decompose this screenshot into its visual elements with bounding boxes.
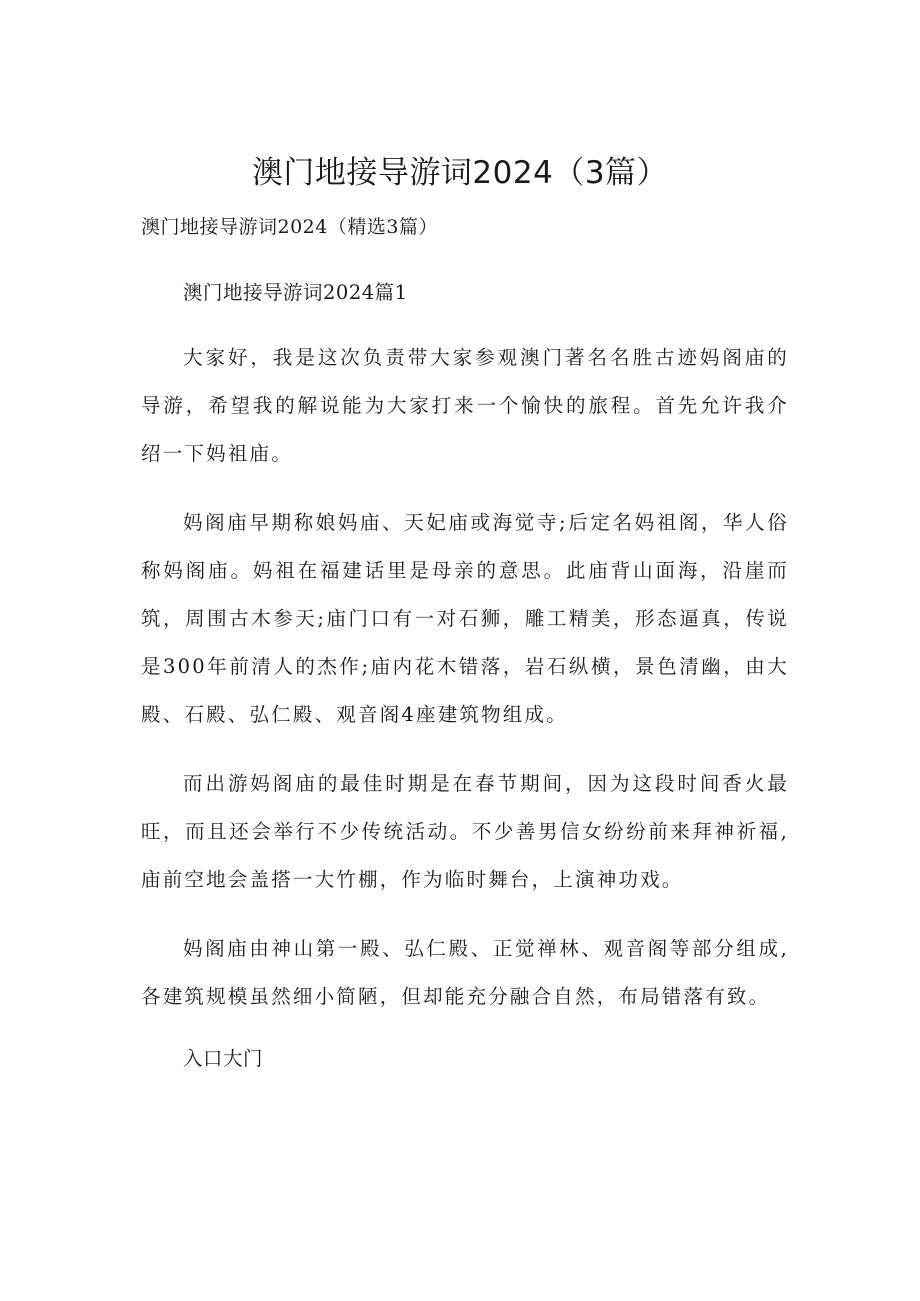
paragraph-temple-history: 妈阁庙早期称娘妈庙、天妃庙或海觉寺;后定名妈祖阁，华人俗称妈阁庙。妈祖在福建话里是母亲的意思。此庙背山面海，沿崖而筑，周围古木参天;庙门口有一对石狮，雕工精美，形态逼真，传说是300年前清人的杰作;庙内花木错落，岩石纵横，景色清幽，由大殿、石殿、弘仁殿、观音阁4座建筑物组成。 [141,511,789,726]
paragraph-greeting: 大家好，我是这次负责带大家参观澳门著名名胜古迹妈阁庙的导游，希望我的解说能为大家打来一个愉快的旅程。首先允许我介绍一下妈祖庙。 [141,346,789,465]
section-heading: 澳门地接导游词2024篇1 [183,281,408,304]
entry-heading: 入口大门 [183,1047,264,1070]
document-subtitle: 澳门地接导游词2024（精选3篇） [141,216,438,238]
document-title: 澳门地接导游词2024（3篇） [251,155,669,191]
paragraph-best-time: 而出游妈阁庙的最佳时期是在春节期间，因为这段时间香火最旺，而且还会举行不少传统活动。不少善男信女纷纷前来拜神祈福,庙前空地会盖搭一大竹棚，作为临时舞台，上演神功戏。 [141,772,789,891]
paragraph-layout: 妈阁庙由神山第一殿、弘仁殿、正觉禅林、观音阁等部分组成,各建筑规模虽然细小简陋，但却能充分融合自然，布局错落有致。 [141,937,789,1008]
document-body [141,276,789,1076]
